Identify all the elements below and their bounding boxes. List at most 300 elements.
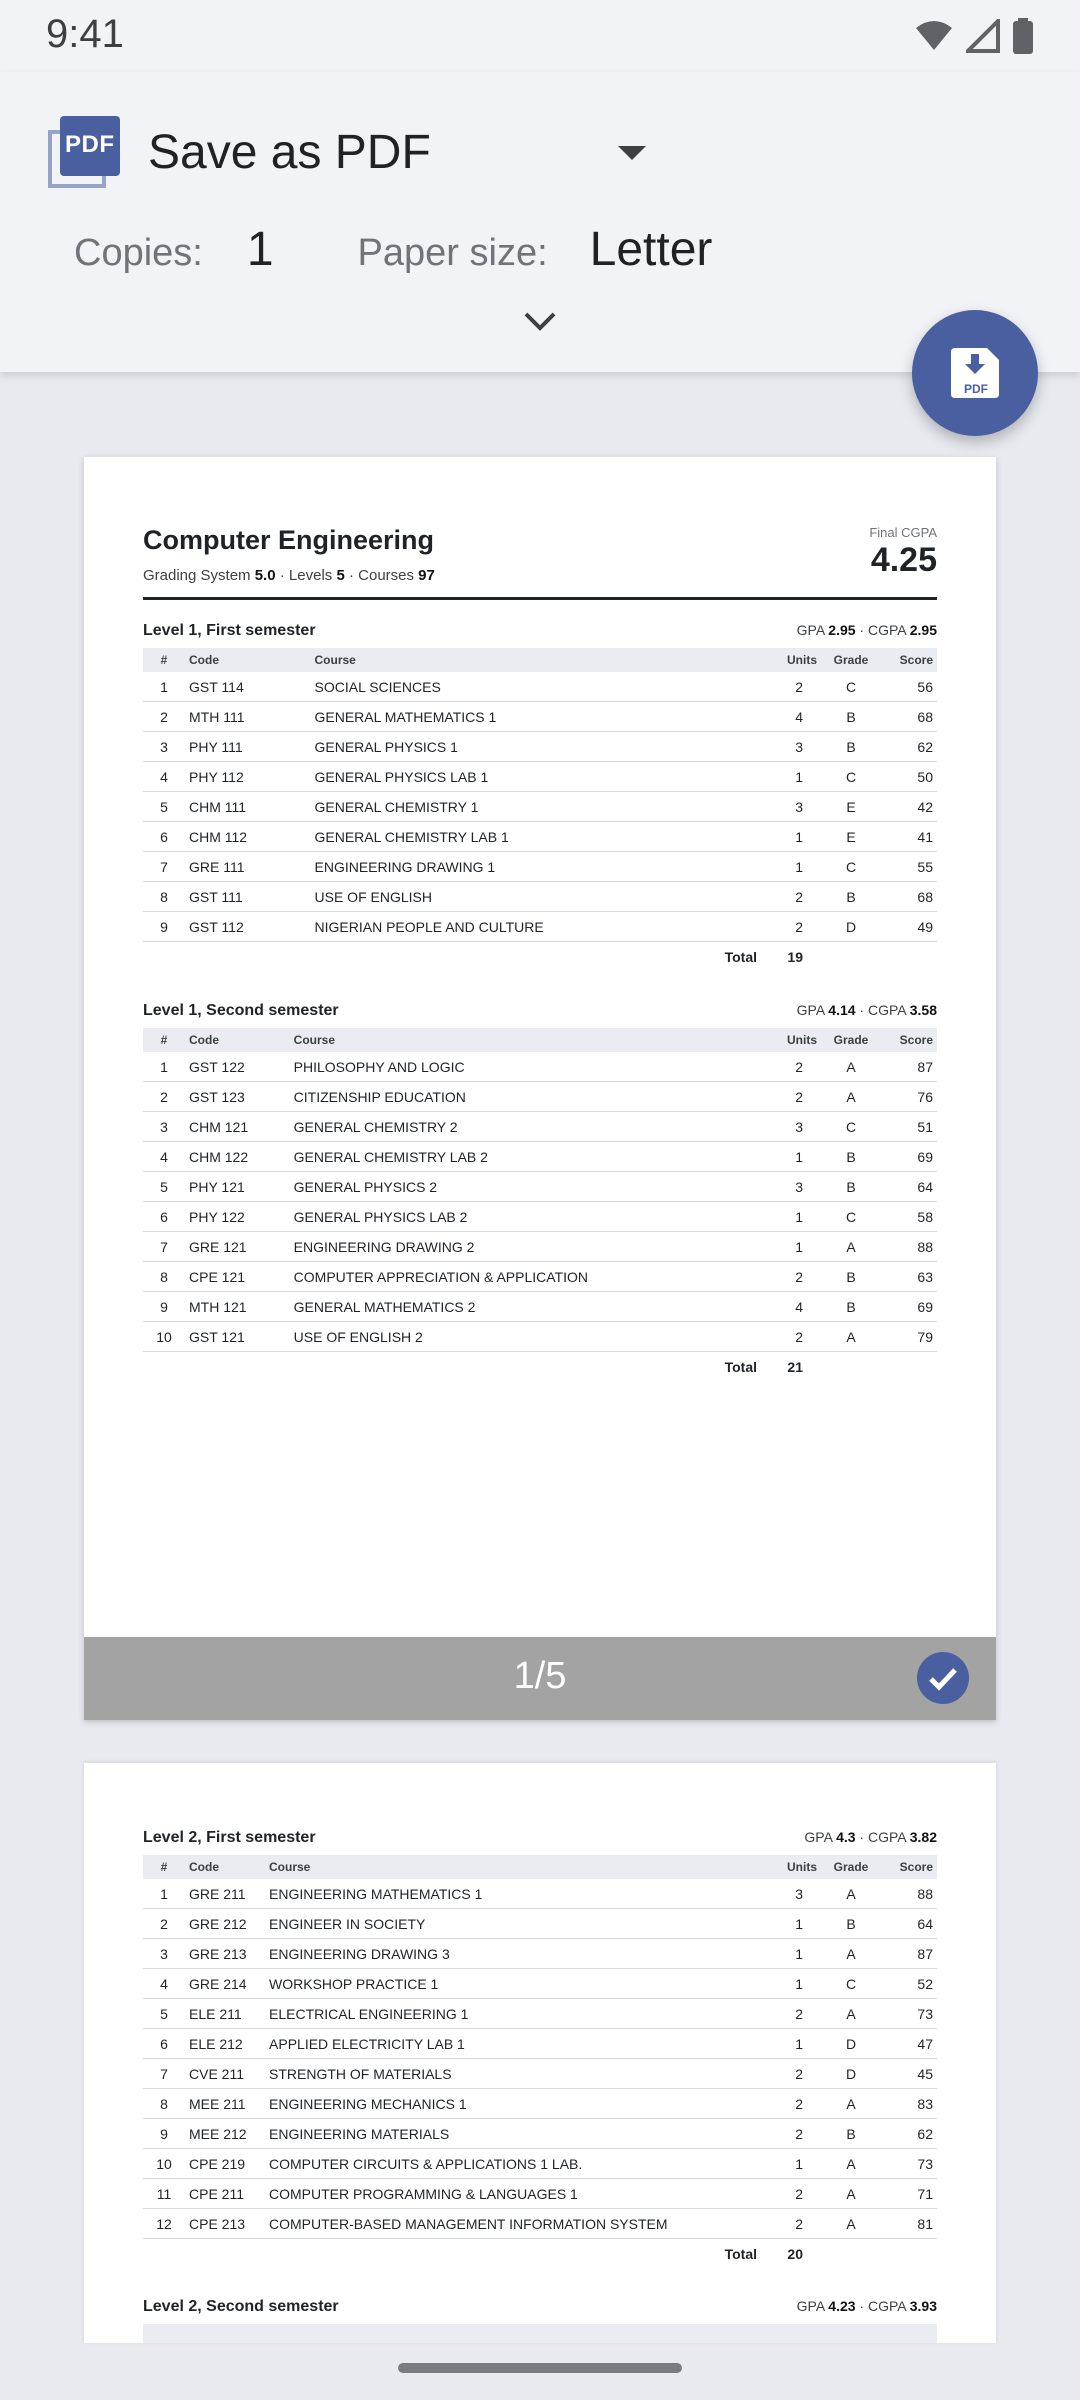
course-grade: B: [821, 1292, 881, 1322]
course-title: COMPUTER-BASED MANAGEMENT INFORMATION SYSTEM: [265, 2209, 761, 2239]
table-row: [143, 1939, 937, 1969]
course-score: 62: [881, 732, 937, 762]
col-number-header: #: [160, 653, 168, 667]
table-row: [143, 1322, 937, 1352]
row-number: 1: [143, 1879, 185, 1909]
course-title: USE OF ENGLISH: [311, 882, 762, 912]
table-row: [143, 1969, 937, 1999]
course-units: 2: [761, 1082, 821, 1112]
course-units: 2: [761, 2059, 821, 2089]
course-score: 45: [881, 2059, 937, 2089]
total-empty-cell: [821, 1352, 881, 1382]
col-score-header: Score: [899, 1860, 933, 1874]
total-row: [143, 942, 937, 972]
course-title: NIGERIAN PEOPLE AND CULTURE: [311, 912, 762, 942]
course-title: COMPUTER CIRCUITS & APPLICATIONS 1 LAB.: [265, 2149, 761, 2179]
semester-gpa: 4.14: [828, 1002, 856, 1018]
course-title: GENERAL CHEMISTRY LAB 1: [311, 822, 762, 852]
table-row: [143, 2089, 937, 2119]
course-score: 87: [881, 1052, 937, 1082]
course-grade: C: [821, 1202, 881, 1232]
total-empty-cell: [143, 1352, 185, 1382]
course-score: 52: [881, 1969, 937, 1999]
course-grade: A: [821, 2179, 881, 2209]
course-score: 88: [881, 1232, 937, 1262]
total-empty-cell: [881, 1352, 937, 1382]
row-number: 1: [143, 672, 185, 702]
row-number: 12: [143, 2209, 185, 2239]
course-title: GENERAL CHEMISTRY 2: [290, 1112, 761, 1142]
course-score: 56: [881, 672, 937, 702]
course-units: 1: [761, 1909, 821, 1939]
course-code: CHM 111: [185, 792, 311, 822]
course-title: APPLIED ELECTRICITY LAB 1: [265, 2029, 761, 2059]
course-grade: D: [821, 2029, 881, 2059]
fab-pdf-text: PDF: [964, 382, 988, 396]
semester-stats: GPA 4.3 · CGPA 3.82: [804, 1829, 937, 1845]
expand-chevron-icon[interactable]: [520, 306, 560, 336]
semester-header: [143, 1002, 937, 1020]
course-title: ENGINEERING MECHANICS 1: [265, 2089, 761, 2119]
course-grade: C: [821, 672, 881, 702]
course-units: 3: [761, 1879, 821, 1909]
grades-table: [143, 1855, 937, 2268]
table-row: [143, 1232, 937, 1262]
semester-gpa: 4.23: [828, 2298, 856, 2314]
course-code: ELE 211: [185, 1999, 265, 2029]
course-title: USE OF ENGLISH 2: [290, 1322, 761, 1352]
table-row: [143, 912, 937, 942]
row-number: 11: [143, 2179, 185, 2209]
course-code: PHY 112: [185, 762, 311, 792]
course-code: GRE 111: [185, 852, 311, 882]
course-score: 62: [881, 2119, 937, 2149]
print-preview-page-2[interactable]: [84, 1763, 996, 2343]
course-grade: A: [821, 1999, 881, 2029]
course-units: 2: [761, 1999, 821, 2029]
course-title: ELECTRICAL ENGINEERING 1: [265, 1999, 761, 2029]
print-settings-panel: [0, 72, 1080, 372]
course-grade: A: [821, 1232, 881, 1262]
course-code: PHY 111: [185, 732, 311, 762]
row-number: 2: [143, 702, 185, 732]
course-units: 2: [761, 2089, 821, 2119]
course-units: 2: [761, 2179, 821, 2209]
col-units-header: Units: [787, 1860, 817, 1874]
row-number: 7: [143, 852, 185, 882]
course-grade: B: [821, 1262, 881, 1292]
course-grade: A: [821, 2149, 881, 2179]
course-code: CPE 219: [185, 2149, 265, 2179]
course-score: 69: [881, 1292, 937, 1322]
row-number: 6: [143, 1202, 185, 1232]
course-grade: B: [821, 2119, 881, 2149]
course-code: CHM 121: [185, 1112, 290, 1142]
print-preview-page-1[interactable]: [84, 457, 996, 1720]
total-label: Total: [724, 2245, 757, 2262]
levels-value: 5: [336, 567, 345, 584]
course-code: ELE 212: [185, 2029, 265, 2059]
table-row: [143, 882, 937, 912]
table-row: [143, 1052, 937, 1082]
semester-cgpa: 3.58: [909, 1002, 937, 1018]
total-units: 21: [787, 1358, 803, 1375]
col-grade-header: Grade: [833, 1860, 869, 1874]
course-code: GRE 121: [185, 1232, 290, 1262]
col-code-header: Code: [189, 1033, 219, 1047]
table-row: [143, 1142, 937, 1172]
course-title: GENERAL PHYSICS LAB 2: [290, 1202, 761, 1232]
course-title: GENERAL PHYSICS 2: [290, 1172, 761, 1202]
course-units: 4: [761, 1292, 821, 1322]
total-empty-cell: [821, 2239, 881, 2269]
course-score: 73: [881, 1999, 937, 2029]
course-grade: A: [821, 1939, 881, 1969]
total-empty-cell: [881, 2239, 937, 2269]
row-number: 4: [143, 1969, 185, 1999]
printer-selector[interactable]: [48, 112, 431, 192]
table-row: [143, 2059, 937, 2089]
course-grade: A: [821, 1052, 881, 1082]
table-row: [143, 1112, 937, 1142]
status-time: 9:41: [46, 12, 124, 56]
course-code: CPE 121: [185, 1262, 290, 1292]
grading-label: Grading System: [143, 567, 251, 584]
col-number-header: #: [160, 1860, 168, 1874]
page-selected-checkbox[interactable]: [917, 1652, 969, 1704]
col-code-header: Code: [189, 1860, 219, 1874]
row-number: 9: [143, 1292, 185, 1322]
course-grade: A: [821, 1082, 881, 1112]
course-grade: B: [821, 702, 881, 732]
semester-title: Level 1, Second semester: [143, 1002, 339, 1019]
header-divider: [143, 597, 937, 600]
course-score: 68: [881, 702, 937, 732]
course-score: 41: [881, 822, 937, 852]
course-score: 81: [881, 2209, 937, 2239]
row-number: 4: [143, 1142, 185, 1172]
course-score: 50: [881, 762, 937, 792]
course-score: 87: [881, 1939, 937, 1969]
battery-icon: [1012, 18, 1034, 54]
semester-cgpa: 3.93: [909, 2298, 937, 2314]
course-score: 58: [881, 1202, 937, 1232]
course-units: 1: [761, 762, 821, 792]
levels-label: Levels: [288, 567, 333, 584]
course-units: 2: [761, 912, 821, 942]
course-grade: A: [821, 1879, 881, 1909]
course-score: 73: [881, 2149, 937, 2179]
course-score: 68: [881, 882, 937, 912]
total-empty-cell: [881, 942, 937, 972]
course-code: GRE 214: [185, 1969, 265, 1999]
semester-stats: GPA 4.23 · CGPA 3.93: [796, 2298, 937, 2314]
course-title: STRENGTH OF MATERIALS: [265, 2059, 761, 2089]
course-grade: A: [821, 2089, 881, 2119]
course-units: 1: [761, 1142, 821, 1172]
semester-header: [143, 622, 937, 640]
course-code: GST 112: [185, 912, 311, 942]
table-header-row: [143, 1028, 937, 1052]
course-grade: B: [821, 882, 881, 912]
course-title: ENGINEERING DRAWING 3: [265, 1939, 761, 1969]
table-header-row: [143, 648, 937, 672]
col-course-header: Course: [269, 1860, 311, 1874]
course-code: PHY 121: [185, 1172, 290, 1202]
course-units: 2: [761, 882, 821, 912]
course-grade: C: [821, 852, 881, 882]
page-footer: [84, 1637, 996, 1720]
course-score: 88: [881, 1879, 937, 1909]
course-score: 83: [881, 2089, 937, 2119]
course-score: 71: [881, 2179, 937, 2209]
course-units: 2: [761, 1052, 821, 1082]
copies-value[interactable]: 1: [246, 223, 274, 276]
col-number-header: #: [160, 1033, 168, 1047]
document-title: Computer Engineering: [143, 525, 435, 555]
pdf-logo-text: PDF: [65, 131, 115, 158]
semester-header: [143, 1829, 937, 1847]
course-score: 69: [881, 1142, 937, 1172]
col-score-header: Score: [899, 1033, 933, 1047]
table-row: [143, 1172, 937, 1202]
courses-label: Courses: [358, 567, 414, 584]
final-cgpa-value: 4.25: [870, 541, 937, 579]
course-units: 1: [761, 2029, 821, 2059]
course-grade: B: [821, 732, 881, 762]
row-number: 8: [143, 882, 185, 912]
course-code: CVE 211: [185, 2059, 265, 2089]
course-code: GST 114: [185, 672, 311, 702]
course-score: 55: [881, 852, 937, 882]
course-units: 3: [761, 1172, 821, 1202]
course-grade: E: [821, 822, 881, 852]
course-title: CITIZENSHIP EDUCATION: [290, 1082, 761, 1112]
row-number: 6: [143, 822, 185, 852]
row-number: 7: [143, 2059, 185, 2089]
course-score: 42: [881, 792, 937, 822]
semester-title: Level 1, First semester: [143, 622, 316, 639]
course-code: GST 123: [185, 1082, 290, 1112]
total-label: Total: [724, 948, 757, 965]
course-code: PHY 122: [185, 1202, 290, 1232]
row-number: 10: [143, 2149, 185, 2179]
course-grade: D: [821, 912, 881, 942]
course-code: GST 111: [185, 882, 311, 912]
course-code: MEE 211: [185, 2089, 265, 2119]
semester-gpa: 2.95: [828, 622, 856, 638]
course-code: GRE 213: [185, 1939, 265, 1969]
course-grade: A: [821, 1322, 881, 1352]
course-units: 4: [761, 702, 821, 732]
row-number: 2: [143, 1909, 185, 1939]
semester-cgpa: 3.82: [909, 1829, 937, 1845]
course-score: 64: [881, 1909, 937, 1939]
row-number: 8: [143, 2089, 185, 2119]
course-score: 79: [881, 1322, 937, 1352]
table-row: [143, 2149, 937, 2179]
row-number: 6: [143, 2029, 185, 2059]
col-code-header: Code: [189, 653, 219, 667]
course-grade: A: [821, 2209, 881, 2239]
course-title: GENERAL MATHEMATICS 1: [311, 702, 762, 732]
course-units: 2: [761, 2209, 821, 2239]
grades-table: [143, 648, 937, 971]
row-number: 1: [143, 1052, 185, 1082]
row-number: 8: [143, 1262, 185, 1292]
page-indicator: 1/5: [513, 1655, 567, 1697]
table-row: [143, 1999, 937, 2029]
semester-title: Level 2, Second semester: [143, 2298, 339, 2315]
course-units: 1: [761, 2149, 821, 2179]
row-number: 5: [143, 792, 185, 822]
semester-cgpa: 2.95: [909, 622, 937, 638]
grades-table: [143, 1028, 937, 1381]
final-cgpa-label: Final CGPA: [869, 525, 937, 540]
table-row: [143, 822, 937, 852]
total-empty-cell: [143, 942, 185, 972]
course-code: MTH 121: [185, 1292, 290, 1322]
course-code: CHM 112: [185, 822, 311, 852]
cellular-signal-icon: [966, 19, 1000, 53]
course-code: GRE 211: [185, 1879, 265, 1909]
row-number: 3: [143, 1112, 185, 1142]
course-code: GST 121: [185, 1322, 290, 1352]
course-units: 2: [761, 672, 821, 702]
course-units: 2: [761, 2119, 821, 2149]
document-summary: Grading System 5.0 · Levels 5 · Courses 97: [143, 567, 435, 584]
col-course-header: Course: [314, 653, 356, 667]
course-code: GST 122: [185, 1052, 290, 1082]
table-row: [143, 1082, 937, 1112]
course-title: GENERAL PHYSICS LAB 1: [311, 762, 762, 792]
total-empty-cell: [185, 2239, 265, 2269]
total-empty-cell: [185, 1352, 290, 1382]
row-number: 4: [143, 762, 185, 792]
table-row: [143, 762, 937, 792]
course-code: MEE 212: [185, 2119, 265, 2149]
semester-stats: GPA 4.14 · CGPA 3.58: [796, 1002, 937, 1018]
course-grade: B: [821, 1172, 881, 1202]
table-row: [143, 702, 937, 732]
course-grade: C: [821, 1112, 881, 1142]
total-row: [143, 1352, 937, 1382]
course-units: 3: [761, 732, 821, 762]
semester-gpa: 4.3: [836, 1829, 856, 1845]
course-grade: E: [821, 792, 881, 822]
total-empty-cell: [185, 942, 311, 972]
course-score: 49: [881, 912, 937, 942]
course-units: 1: [761, 1939, 821, 1969]
course-grade: C: [821, 1969, 881, 1999]
semester-header: [143, 2298, 937, 2316]
course-score: 64: [881, 1172, 937, 1202]
col-units-header: Units: [787, 653, 817, 667]
course-score: 63: [881, 1262, 937, 1292]
table-row: [143, 1202, 937, 1232]
course-title: ENGINEERING MATERIALS: [265, 2119, 761, 2149]
course-units: 1: [761, 822, 821, 852]
row-number: 7: [143, 1232, 185, 1262]
course-grade: D: [821, 2059, 881, 2089]
col-units-header: Units: [787, 1033, 817, 1047]
col-course-header: Course: [293, 1033, 336, 1047]
paper-size-label: Paper size:: [357, 232, 548, 274]
download-pdf-button[interactable]: [912, 310, 1038, 436]
check-icon: [917, 1652, 969, 1704]
table-row: [143, 2209, 937, 2239]
row-number: 3: [143, 1939, 185, 1969]
pdf-printer-icon: [48, 116, 120, 188]
table-row: [143, 1879, 937, 1909]
course-units: 1: [761, 1232, 821, 1262]
semester-stats: GPA 2.95 · CGPA 2.95: [796, 622, 937, 638]
course-units: 3: [761, 1112, 821, 1142]
gesture-nav-handle[interactable]: [398, 2363, 682, 2373]
course-code: MTH 111: [185, 702, 311, 732]
system-icons: [914, 18, 1034, 54]
course-code: CHM 122: [185, 1142, 290, 1172]
table-row: [143, 2119, 937, 2149]
total-units: 20: [787, 2245, 803, 2262]
table-row: [143, 732, 937, 762]
course-code: CPE 213: [185, 2209, 265, 2239]
table-header-partial: [143, 2324, 937, 2343]
course-units: 1: [761, 852, 821, 882]
course-grade: B: [821, 1909, 881, 1939]
status-bar: [0, 0, 1080, 72]
row-number: 9: [143, 2119, 185, 2149]
course-title: PHILOSOPHY AND LOGIC: [290, 1052, 761, 1082]
table-row: [143, 792, 937, 822]
table-row: [143, 1292, 937, 1322]
semester-title: Level 2, First semester: [143, 1829, 316, 1846]
course-title: GENERAL CHEMISTRY LAB 2: [290, 1142, 761, 1172]
dropdown-arrow-icon[interactable]: [612, 138, 652, 168]
table-row: [143, 672, 937, 702]
course-grade: C: [821, 762, 881, 792]
course-title: COMPUTER APPRECIATION & APPLICATION: [290, 1262, 761, 1292]
total-row: [143, 2239, 937, 2269]
col-grade-header: Grade: [833, 653, 869, 667]
table-row: [143, 852, 937, 882]
row-number: 2: [143, 1082, 185, 1112]
course-title: ENGINEER IN SOCIETY: [265, 1909, 761, 1939]
total-units: 19: [787, 948, 803, 965]
row-number: 10: [143, 1322, 185, 1352]
course-code: CPE 211: [185, 2179, 265, 2209]
courses-value: 97: [418, 567, 435, 584]
row-number: 5: [143, 1172, 185, 1202]
course-units: 1: [761, 1969, 821, 1999]
course-score: 47: [881, 2029, 937, 2059]
course-units: 3: [761, 792, 821, 822]
table-row: [143, 2029, 937, 2059]
row-number: 9: [143, 912, 185, 942]
course-title: ENGINEERING DRAWING 1: [311, 852, 762, 882]
course-title: SOCIAL SCIENCES: [311, 672, 762, 702]
table-row: [143, 1262, 937, 1292]
course-title: GENERAL MATHEMATICS 2: [290, 1292, 761, 1322]
print-options: [74, 222, 712, 277]
paper-size-value[interactable]: Letter: [589, 223, 713, 276]
course-score: 51: [881, 1112, 937, 1142]
course-title: ENGINEERING DRAWING 2: [290, 1232, 761, 1262]
course-units: 1: [761, 1202, 821, 1232]
course-units: 2: [761, 1262, 821, 1292]
course-title: WORKSHOP PRACTICE 1: [265, 1969, 761, 1999]
table-row: [143, 2179, 937, 2209]
